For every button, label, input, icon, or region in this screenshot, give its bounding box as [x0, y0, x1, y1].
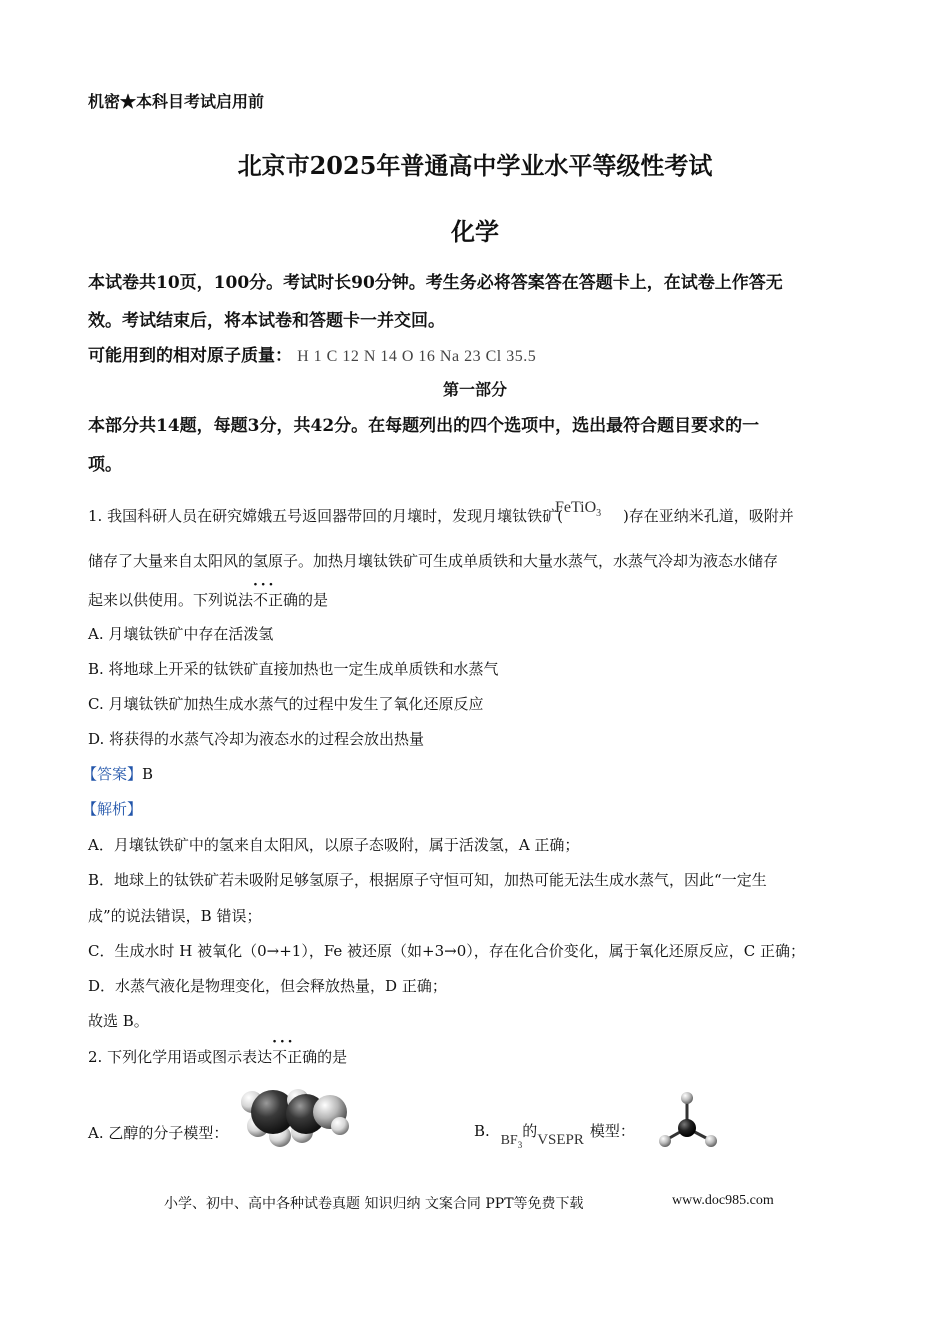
instructions-line1: 本试卷共10页，100分。考试时长90分钟。考生务必将答案答在答题卡上，在试卷上作答无 [88, 273, 783, 293]
fetio3-formula [555, 499, 601, 519]
fluorine-atom [705, 1135, 717, 1147]
q1-stem-end: )存在亚纳米孔道，吸附并 [622, 507, 794, 525]
option-b-prefix: B. [474, 1122, 495, 1140]
q1-emphasis-not-correct: · · · 不正确 [253, 591, 298, 609]
q1-analysis-b-line1: B．地球上的钛铁矿若未吸附足够氢原子，根据原子守恒可知，加热可能无法生成水蒸气，因此“一定生 [88, 871, 767, 889]
fluorine-atom [659, 1135, 671, 1147]
q1-answer [82, 763, 153, 784]
subject-title: 化学 [451, 217, 499, 246]
q1-stem-line2: 储存了大量来自太阳风的氢原子。加热月壤钛铁矿可生成单质铁和大量水蒸气，水蒸气冷却为液态水储存 [88, 552, 779, 570]
atomic-mass-row [88, 341, 536, 366]
q1-analysis-d: D．水蒸气液化是物理变化，但会释放热量，D 正确； [88, 977, 447, 995]
answer-value: B [142, 765, 154, 783]
footer-text: 小学、初中、高中各种试卷真题 知识归纳 文案合同 PPT等免费下载 [164, 1196, 584, 1212]
ethanol-space-filling-model [238, 1082, 352, 1148]
q1-stem-line3-start: 起来以供使用。下列说法 [88, 591, 254, 609]
q2-stem-start: 2. 下列化学用语或图示表达 [88, 1048, 273, 1066]
vsepr-text: VSEPR [537, 1132, 584, 1148]
atomic-mass-label: 可能用到的相对原子质量： [88, 346, 292, 366]
confidential-header: 机密★本科目考试启用前 [88, 92, 265, 111]
option-b-mid: 的 [522, 1122, 538, 1140]
answer-label: 答案 [97, 765, 128, 783]
q1-analysis-b-line2: 成”的说法错误，B 错误； [88, 907, 262, 925]
q1-stem-line1 [88, 499, 794, 526]
q2-stem [88, 1046, 347, 1067]
part1-description-line2: 项。 [88, 455, 122, 475]
q1-conclusion: 故选 B。 [88, 1012, 149, 1030]
analysis-label: 解析 [97, 800, 128, 818]
q1-option-c: C. 月壤钛铁矿加热生成水蒸气的过程中发生了氧化还原反应 [88, 695, 484, 713]
q2-stem-end: 的是 [317, 1048, 348, 1066]
analysis-bracket-open: 【 [82, 800, 98, 818]
hydrogen-atom [331, 1117, 349, 1135]
q1-stem-line3 [88, 589, 328, 610]
q1-option-b: B. 将地球上开采的钛铁矿直接加热也一定生成单质铁和水蒸气 [88, 660, 499, 678]
instructions-line2: 效。考试结束后，将本试卷和答题卡一并交回。 [88, 311, 445, 331]
q1-analysis-heading [82, 798, 142, 819]
q1-stem-start: 1. 我国科研人员在研究嫦娥五号返回器带回的月壤时，发现月壤钛铁矿( [88, 507, 563, 525]
q1-stem-line3-end: 的是 [298, 591, 329, 609]
q1-option-a: A. 月壤钛铁矿中存在活泼氢 [88, 625, 274, 643]
bf3-main: BF [500, 1133, 518, 1148]
part1-heading: 第一部分 [442, 380, 507, 399]
bf3-sub: 3 [517, 1139, 523, 1150]
part1-description-line1: 本部分共14题，每题3分，共42分。在每题列出的四个选项中，选出最符合题目要求的一 [88, 416, 760, 436]
fetio3-main: FeTiO [554, 499, 597, 516]
q1-option-d: D. 将获得的水蒸气冷却为液态水的过程会放出热量 [88, 730, 425, 748]
q2-emphasis-not-correct: · · · 不正确 [272, 1048, 317, 1066]
analysis-bracket-close: 】 [127, 800, 143, 818]
q1-analysis-a: A．月壤钛铁矿中的氢来自太阳风，以原子态吸附，属于活泼氢，A 正确； [88, 836, 580, 854]
answer-bracket-close: 】 [127, 765, 143, 783]
footer-link[interactable]: www.doc985.com [672, 1193, 774, 1208]
boron-atom [678, 1119, 696, 1137]
answer-bracket-open: 【 [82, 765, 98, 783]
bf3-vsepr-model [656, 1090, 720, 1150]
atomic-mass-values: H 1 C 12 N 14 O 16 Na 23 Cl 35.5 [297, 348, 537, 365]
exam-title: 北京市2025年普通高中学业水平等级性考试 [237, 151, 713, 180]
q2-option-a-label: A. 乙醇的分子模型： [88, 1124, 229, 1142]
option-b-suffix: 模型： [589, 1122, 635, 1140]
q2-option-b-label [474, 1120, 635, 1150]
fluorine-atom [681, 1092, 693, 1104]
q1-analysis-c: C．生成水时 H 被氧化（0→+1），Fe 被还原（如+3→0），存在化合价变化，属于氧化还原反应，C 正确； [88, 942, 806, 960]
bf3-formula [501, 1133, 523, 1148]
fetio3-sub: 3 [596, 508, 602, 520]
